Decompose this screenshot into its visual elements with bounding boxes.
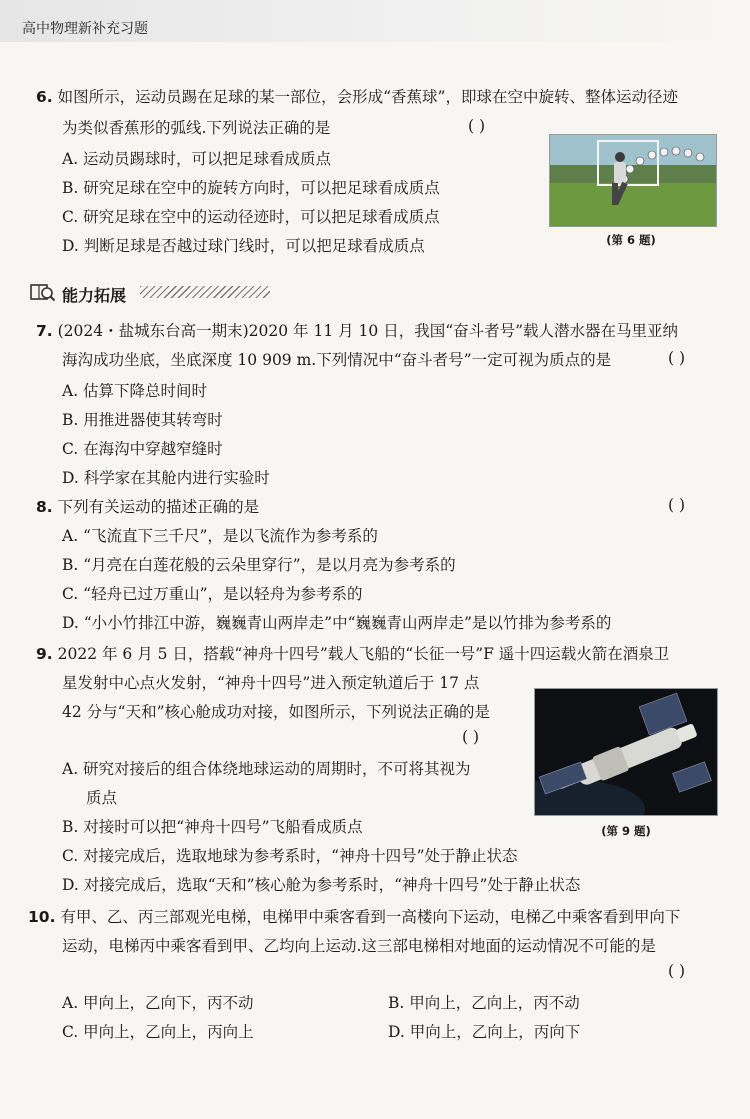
q10-option-c: C. 甲向上，乙向上，丙向上: [62, 1023, 254, 1041]
q6-option-a: A. 运动员踢球时，可以把足球看成质点: [62, 150, 332, 168]
q7-option-b: B. 用推进器使其转弯时: [62, 411, 223, 429]
header-title: 高中物理新补充习题: [22, 21, 148, 37]
q7-answer-paren: ( ): [668, 349, 686, 367]
q6-line2: 为类似香蕉形的弧线.下列说法正确的是: [62, 119, 331, 137]
q8-option-c: C. “轻舟已过万重山”，是以轻舟为参考系的: [62, 585, 363, 603]
q9-figure-caption: (第 9 题): [601, 824, 651, 838]
magnifier-book-icon: [30, 281, 56, 303]
q9-number: 9.: [36, 645, 53, 663]
q7-line2: 海沟成功坐底，坐底深度 10 909 m.下列情况中“奋斗者号”一定可视为质点的是: [62, 351, 612, 369]
q10-option-b: B. 甲向上，乙向上，丙不动: [388, 994, 580, 1012]
q9-space-station-photo: [534, 688, 718, 816]
q9-option-d: D. 对接完成后，选取“天和”核心舱为参考系时，“神舟十四号”处于静止状态: [62, 876, 581, 894]
q6-option-c: C. 研究足球在空中的运动径迹时，可以把足球看成质点: [62, 208, 440, 226]
q6-line1: 6. 如图所示，运动员踢在足球的某一部位，会形成“香蕉球”，即球在空中旋转、整体运动径迹: [36, 88, 678, 106]
q9-option-b: B. 对接时可以把“神舟十四号”飞船看成质点: [62, 818, 363, 836]
q8-option-a: A. “飞流直下三千尺”，是以飞流作为参考系的: [62, 527, 378, 545]
q8-line1: 8. 下列有关运动的描述正确的是: [36, 498, 260, 516]
q7-option-d: D. 科学家在其舱内进行实验时: [62, 469, 270, 487]
q6-option-b: B. 研究足球在空中的旋转方向时，可以把足球看成质点: [62, 179, 440, 197]
q10-number: 10.: [28, 908, 56, 926]
q9-option-c: C. 对接完成后，选取地球为参考系时，“神舟十四号”处于静止状态: [62, 847, 518, 865]
page-header: [0, 0, 750, 42]
q8-answer-paren: ( ): [668, 496, 686, 514]
q6-option-d: D. 判断足球是否越过球门线时，可以把足球看成质点: [62, 237, 425, 255]
q7-number: 7.: [36, 322, 53, 340]
q9-answer-paren: ( ): [462, 728, 480, 746]
q9-line1: 9. 2022 年 6 月 5 日，搭载“神舟十四号”载人飞船的“长征一号”F 遥十四运载火箭在酒泉卫: [36, 645, 670, 663]
q10-line2: 运动，电梯丙中乘客看到甲、乙均向上运动.这三部电梯相对地面的运动情况不可能的是: [62, 937, 656, 955]
section-title: 能力拓展: [62, 286, 127, 305]
q8-option-b: B. “月亮在白莲花般的云朵里穿行”，是以月亮为参考系的: [62, 556, 456, 574]
q10-option-a: A. 甲向上，乙向下，丙不动: [62, 994, 254, 1012]
q8-option-d: D. “小小竹排江中游，巍巍青山两岸走”中“巍巍青山两岸走”是以竹排为参考系的: [62, 614, 612, 632]
q7-option-c: C. 在海沟中穿越窄缝时: [62, 440, 223, 458]
q10-option-d: D. 甲向上，乙向上，丙向下: [388, 1023, 581, 1041]
q9-line3: 42 分与“天和”核心舱成功对接，如图所示，下列说法正确的是: [62, 703, 491, 721]
section-decoration: [140, 286, 270, 298]
q8-number: 8.: [36, 498, 53, 516]
q6-answer-paren: ( ): [468, 117, 486, 135]
q6-figure-caption: (第 6 题): [606, 233, 656, 247]
section-ability-extension: [30, 280, 720, 304]
q9-option-a-line1: A. 研究对接后的组合体绕地球运动的周期时，不可将其视为: [62, 760, 471, 778]
q7-line1: 7. (2024・盐城东台高一期末)2020 年 11 月 10 日，我国“奋斗者号”载人潜水器在马里亚纳: [36, 322, 679, 340]
q9-option-a-line2: 质点: [86, 789, 118, 807]
q10-answer-paren: ( ): [668, 962, 686, 980]
q7-option-a: A. 估算下降总时间时: [62, 382, 208, 400]
q10-line1: 10. 有甲、乙、丙三部观光电梯，电梯甲中乘客看到一高楼向下运动，电梯乙中乘客看到甲向下: [28, 908, 681, 926]
q6-football-photo: [549, 134, 717, 227]
space-station-illustration: [535, 689, 717, 815]
q9-line2: 星发射中心点火发射，“神舟十四号”进入预定轨道后于 17 点: [62, 674, 480, 692]
q6-number: 6.: [36, 88, 53, 106]
football-kick-illustration: [550, 135, 716, 226]
